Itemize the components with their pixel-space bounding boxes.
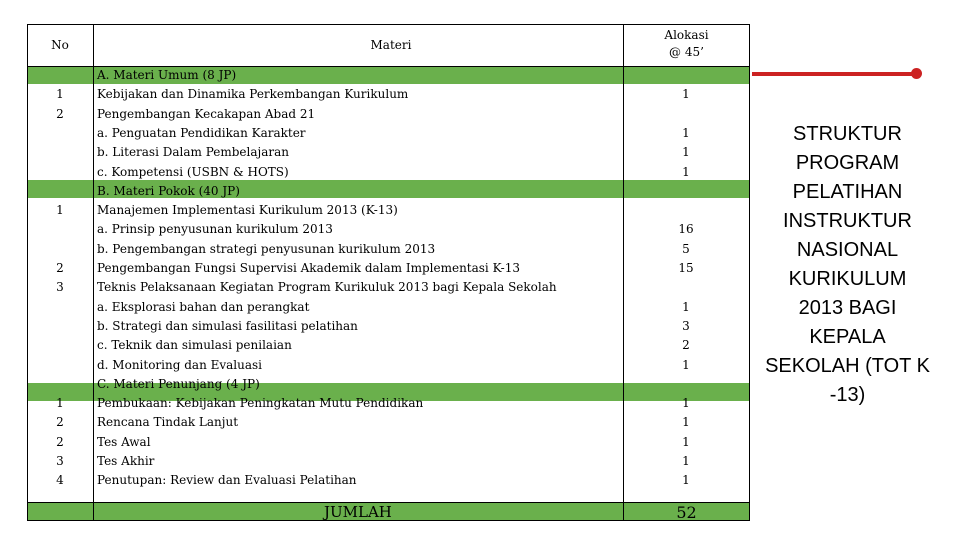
row-materi: Pembukaan: Kebijakan Peningkatan Mutu Pendidikan	[97, 396, 424, 411]
row-materi: d. Monitoring dan Evaluasi	[97, 357, 263, 372]
side-title-line: 2013 BAGI	[798, 297, 897, 319]
row-no: 3	[56, 280, 64, 295]
row-materi: Manajemen Implementasi Kurikulum 2013 (K-13)	[97, 203, 398, 218]
row-alokasi: 1	[682, 415, 690, 430]
side-title-line: -13)	[829, 384, 866, 406]
border-no-materi	[93, 24, 94, 521]
table-top-border	[27, 24, 750, 25]
row-alokasi: 1	[682, 396, 690, 411]
row-materi: Pengembangan Kecakapan Abad 21	[97, 106, 316, 121]
row-alokasi: 16	[678, 222, 694, 237]
row-no: 1	[56, 396, 64, 411]
row-alokasi: 1	[682, 357, 690, 372]
row-no: 2	[56, 415, 64, 430]
header-no: No	[51, 38, 69, 52]
row-materi: Rencana Tindak Lanjut	[97, 415, 239, 430]
header-materi: Materi	[370, 38, 412, 52]
row-materi: a. Penguatan Pendidikan Karakter	[97, 125, 306, 140]
row-alokasi: 1	[682, 473, 690, 488]
row-alokasi: 1	[682, 454, 690, 468]
side-title-line: STRUKTUR	[793, 123, 902, 145]
side-title-line: INSTRUKTUR	[783, 210, 912, 232]
accent-connector-dot	[911, 68, 922, 79]
side-title-line: SEKOLAH (TOT K	[765, 355, 930, 377]
row-materi: c. Teknik dan simulasi penilaian	[97, 338, 292, 353]
header-alokasi-1: Alokasi	[664, 28, 709, 42]
row-no: 4	[56, 473, 64, 488]
side-title	[760, 120, 935, 410]
side-title-line: PROGRAM	[795, 152, 900, 174]
side-title-line: NASIONAL	[796, 239, 899, 261]
row-no: 1	[56, 87, 64, 102]
row-no: 1	[56, 203, 64, 218]
row-materi: C. Materi Penunjang (4 JP)	[97, 376, 260, 391]
row-alokasi: 1	[682, 434, 690, 449]
row-no: 2	[56, 106, 64, 121]
row-materi: Kebijakan dan Dinamika Perkembangan Kurikulum	[97, 87, 409, 102]
row-alokasi: 1	[682, 145, 690, 160]
side-title-line: KEPALA	[809, 326, 886, 348]
accent-connector-line	[752, 72, 917, 76]
row-no: 3	[56, 454, 64, 468]
row-alokasi: 5	[682, 241, 690, 256]
row-alokasi: 1	[682, 125, 690, 140]
row-materi: a. Prinsip penyusunan kurikulum 2013	[97, 222, 333, 237]
header-alokasi-2: @ 45’	[669, 45, 704, 59]
row-alokasi: 1	[682, 87, 690, 102]
row-alokasi: 1	[682, 299, 690, 314]
row-no: 2	[56, 434, 64, 449]
row-materi: Tes Awal	[97, 434, 151, 449]
row-materi: Teknis Pelaksanaan Kegiatan Program Kurikuluk 2013 bagi Kepala Sekolah	[97, 280, 557, 295]
jumlah-label: JUMLAH	[324, 503, 392, 521]
border-materi-alokasi	[623, 24, 624, 521]
materi-table	[27, 24, 750, 521]
row-materi: a. Eksplorasi bahan dan perangkat	[97, 299, 310, 314]
row-materi: Pengembangan Fungsi Supervisi Akademik dalam Implementasi K-13	[97, 261, 520, 275]
row-alokasi: 15	[678, 261, 694, 275]
side-title-line: PELATIHAN	[792, 181, 903, 203]
row-alokasi: 1	[682, 164, 690, 179]
side-title-line: KURIKULUM	[788, 268, 907, 290]
row-materi: b. Pengembangan strategi penyusunan kurikulum 2013	[97, 241, 436, 256]
row-materi: b. Literasi Dalam Pembelajaran	[97, 145, 289, 160]
row-materi: Tes Akhir	[97, 454, 155, 468]
row-no: 2	[56, 261, 64, 275]
row-materi: A. Materi Umum (8 JP)	[97, 68, 237, 82]
row-materi: Penutupan: Review dan Evaluasi Pelatihan	[97, 473, 357, 488]
row-alokasi: 2	[682, 338, 690, 353]
row-materi: b. Strategi dan simulasi fasilitasi pelatihan	[97, 318, 358, 333]
row-alokasi: 3	[682, 318, 690, 333]
border-right	[749, 24, 750, 521]
row-materi: B. Materi Pokok (40 JP)	[97, 183, 240, 198]
jumlah-total: 52	[676, 503, 697, 522]
row-materi: c. Kompetensi (USBN & HOTS)	[97, 164, 289, 179]
